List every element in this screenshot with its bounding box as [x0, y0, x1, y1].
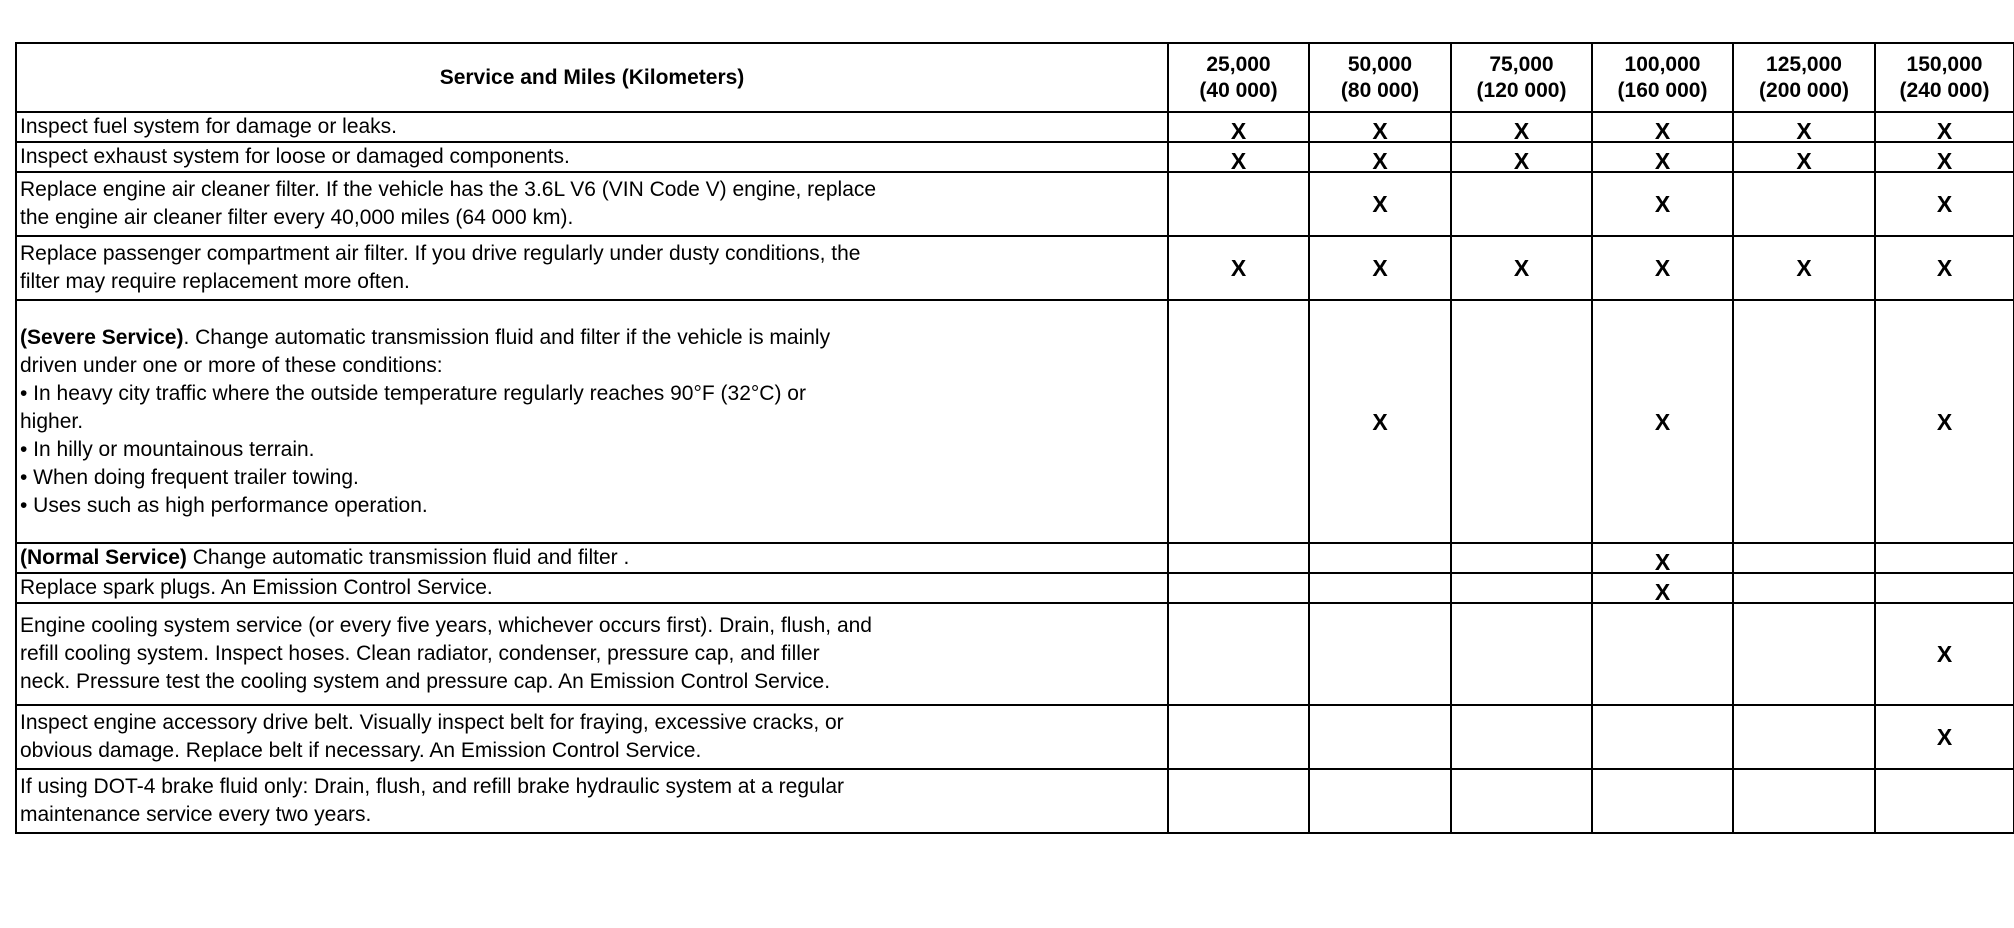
interval-mark-cell — [1451, 603, 1592, 705]
maintenance-schedule-table — [15, 42, 2014, 834]
interval-mark-cell: X — [1451, 236, 1592, 300]
service-description — [16, 543, 1168, 573]
service-description-line — [20, 709, 1163, 737]
service-description — [16, 769, 1168, 833]
service-description-text: refill cooling system. Inspect hoses. Clean radiator, condenser, pressure cap, and filler — [20, 642, 820, 665]
interval-mark-cell: X — [1875, 142, 2014, 172]
service-description-text: If using DOT-4 brake fluid only: Drain, flush, and refill brake hydraulic system at a regular — [20, 775, 845, 798]
interval-mark-cell — [1168, 603, 1309, 705]
service-description-text: neck. Pressure test the cooling system and pressure cap. An Emission Control Service. — [20, 670, 831, 693]
interval-mark-cell — [1309, 769, 1451, 833]
service-description-line — [20, 113, 1163, 141]
service-description-line — [20, 464, 1163, 492]
interval-mark-cell: X — [1309, 142, 1451, 172]
service-row — [16, 769, 2014, 833]
interval-mark-cell: X — [1592, 112, 1733, 142]
header-row — [16, 43, 2014, 112]
interval-mark-cell: X — [1451, 142, 1592, 172]
interval-mark-cell — [1733, 769, 1875, 833]
interval-column-header — [1733, 43, 1875, 112]
service-description-line — [20, 668, 1163, 696]
service-description-text: • In heavy city traffic where the outside temperature regularly reaches 90°F (32°C) or — [20, 381, 806, 405]
interval-miles: 150,000 — [1906, 52, 1983, 76]
service-description — [16, 112, 1168, 142]
service-description — [16, 705, 1168, 769]
interval-mark-cell: X — [1733, 112, 1875, 142]
service-description — [16, 573, 1168, 603]
interval-mark-cell — [1451, 769, 1592, 833]
interval-mark-cell — [1875, 769, 2014, 833]
interval-miles: 125,000 — [1766, 52, 1842, 76]
interval-mark-cell — [1168, 172, 1309, 236]
interval-kilometers: (200 000) — [1759, 78, 1849, 102]
service-description-line — [20, 324, 1163, 352]
service-description-line — [20, 352, 1163, 380]
interval-miles: 75,000 — [1489, 52, 1554, 76]
service-row — [16, 172, 2014, 236]
service-description-line — [20, 801, 1163, 829]
service-description-line — [20, 240, 1163, 268]
service-description-text: maintenance service every two years. — [20, 803, 372, 826]
interval-mark-cell: X — [1451, 112, 1592, 142]
service-description — [16, 236, 1168, 300]
interval-kilometers: (160 000) — [1617, 78, 1708, 102]
interval-mark-cell — [1168, 300, 1309, 543]
service-description-text: Engine cooling system service (or every five years, whichever occurs first). Drain, flush, and — [20, 614, 872, 637]
interval-mark-cell — [1592, 603, 1733, 705]
interval-mark-cell — [1451, 300, 1592, 543]
interval-mark-cell — [1168, 769, 1309, 833]
service-description-line — [20, 176, 1163, 204]
service-description-text: Replace passenger compartment air filter. If you drive regularly under dusty conditions, the — [20, 242, 861, 265]
schedule-body — [16, 112, 2014, 833]
service-row — [16, 573, 2014, 603]
interval-mark-cell: X — [1875, 112, 2014, 142]
interval-mark-cell — [1875, 573, 2014, 603]
service-description-line — [20, 204, 1163, 232]
service-row — [16, 142, 2014, 172]
service-description-line — [20, 574, 1163, 602]
service-row — [16, 603, 2014, 705]
interval-mark-cell — [1309, 603, 1451, 705]
service-row — [16, 112, 2014, 142]
interval-mark-cell — [1592, 705, 1733, 769]
service-description-text: Replace spark plugs. An Emission Control Service. — [20, 576, 493, 599]
interval-mark-cell — [1451, 543, 1592, 573]
service-description-line — [20, 612, 1163, 640]
interval-mark-cell: X — [1168, 142, 1309, 172]
service-row — [16, 705, 2014, 769]
service-description-text: Inspect exhaust system for loose or damaged components. — [20, 145, 570, 168]
service-description-text: the engine air cleaner filter every 40,000 miles (64 000 km). — [20, 206, 574, 229]
service-description — [16, 300, 1168, 543]
interval-mark-cell: X — [1875, 172, 2014, 236]
interval-mark-cell: X — [1309, 112, 1451, 142]
service-description-text: driven under one or more of these conditions: — [20, 353, 443, 377]
interval-mark-cell: X — [1592, 543, 1733, 573]
interval-mark-cell: X — [1592, 236, 1733, 300]
service-description-text: higher. — [20, 409, 84, 433]
interval-mark-cell — [1733, 573, 1875, 603]
service-row — [16, 236, 2014, 300]
interval-mark-cell: X — [1875, 705, 2014, 769]
interval-mark-cell — [1592, 769, 1733, 833]
service-description — [16, 603, 1168, 705]
service-description-text: • In hilly or mountainous terrain. — [20, 437, 315, 461]
service-row — [16, 300, 2014, 543]
interval-mark-cell: X — [1875, 300, 2014, 543]
service-description-line — [20, 143, 1163, 171]
service-description-text: Inspect engine accessory drive belt. Visually inspect belt for fraying, excessive cracks, or — [20, 711, 844, 734]
service-description — [16, 142, 1168, 172]
interval-mark-cell — [1451, 172, 1592, 236]
service-description-line — [20, 492, 1163, 520]
service-description-text: • When doing frequent trailer towing. — [20, 465, 359, 489]
interval-mark-cell — [1309, 543, 1451, 573]
interval-kilometers: (40 000) — [1199, 78, 1278, 102]
interval-mark-cell — [1451, 705, 1592, 769]
interval-mark-cell: X — [1592, 573, 1733, 603]
interval-mark-cell: X — [1733, 236, 1875, 300]
interval-column-header — [1451, 43, 1592, 112]
interval-column-header — [1168, 43, 1309, 112]
interval-mark-cell — [1733, 705, 1875, 769]
interval-mark-cell — [1733, 172, 1875, 236]
interval-mark-cell — [1875, 543, 2014, 573]
interval-kilometers: (80 000) — [1340, 78, 1420, 102]
interval-miles: 100,000 — [1624, 52, 1701, 76]
service-description-line — [20, 737, 1163, 765]
interval-mark-cell — [1309, 573, 1451, 603]
interval-mark-cell: X — [1875, 236, 2014, 300]
service-type-label: (Severe Service) — [20, 325, 184, 349]
service-description-text: . Change automatic transmission fluid and filter if the vehicle is mainly — [183, 325, 831, 349]
interval-mark-cell — [1168, 573, 1309, 603]
description-column-header: Service and Miles (Kilometers) — [16, 43, 1168, 112]
interval-mark-cell — [1451, 573, 1592, 603]
interval-mark-cell — [1168, 543, 1309, 573]
service-description-line — [20, 268, 1163, 296]
interval-column-header — [1592, 43, 1733, 112]
service-description — [16, 172, 1168, 236]
service-description-line — [20, 544, 1163, 572]
interval-column-header — [1309, 43, 1451, 112]
interval-mark-cell: X — [1309, 172, 1451, 236]
service-description-text: Inspect fuel system for damage or leaks. — [20, 115, 398, 138]
interval-mark-cell: X — [1592, 142, 1733, 172]
interval-miles: 50,000 — [1347, 52, 1413, 76]
interval-mark-cell — [1733, 603, 1875, 705]
service-description-line — [20, 640, 1163, 668]
interval-kilometers: (240 000) — [1899, 78, 1990, 102]
service-description-line — [20, 436, 1163, 464]
service-description-line — [20, 773, 1163, 801]
interval-mark-cell: X — [1875, 603, 2014, 705]
interval-mark-cell: X — [1733, 142, 1875, 172]
service-description-text: obvious damage. Replace belt if necessary. An Emission Control Service. — [20, 739, 702, 762]
interval-mark-cell — [1168, 705, 1309, 769]
interval-kilometers: (120 000) — [1476, 78, 1567, 102]
interval-mark-cell: X — [1168, 236, 1309, 300]
service-description-text: Change automatic transmission fluid and filter . — [186, 546, 630, 569]
service-description-line — [20, 408, 1163, 436]
service-description-text: • Uses such as high performance operation. — [20, 493, 428, 517]
service-description-text: filter may require replacement more often. — [20, 270, 410, 293]
interval-mark-cell: X — [1168, 112, 1309, 142]
service-description-line — [20, 380, 1163, 408]
interval-miles: 25,000 — [1206, 52, 1271, 76]
interval-column-header — [1875, 43, 2014, 112]
service-type-label: (Normal Service) — [20, 546, 187, 569]
service-description-text: Replace engine air cleaner filter. If the vehicle has the 3.6L V6 (VIN Code V) engine, replace — [20, 178, 877, 201]
interval-mark-cell — [1733, 543, 1875, 573]
interval-mark-cell — [1733, 300, 1875, 543]
service-row — [16, 543, 2014, 573]
interval-mark-cell: X — [1592, 172, 1733, 236]
interval-mark-cell — [1309, 705, 1451, 769]
interval-mark-cell: X — [1309, 300, 1451, 543]
interval-mark-cell: X — [1309, 236, 1451, 300]
interval-mark-cell: X — [1592, 300, 1733, 543]
